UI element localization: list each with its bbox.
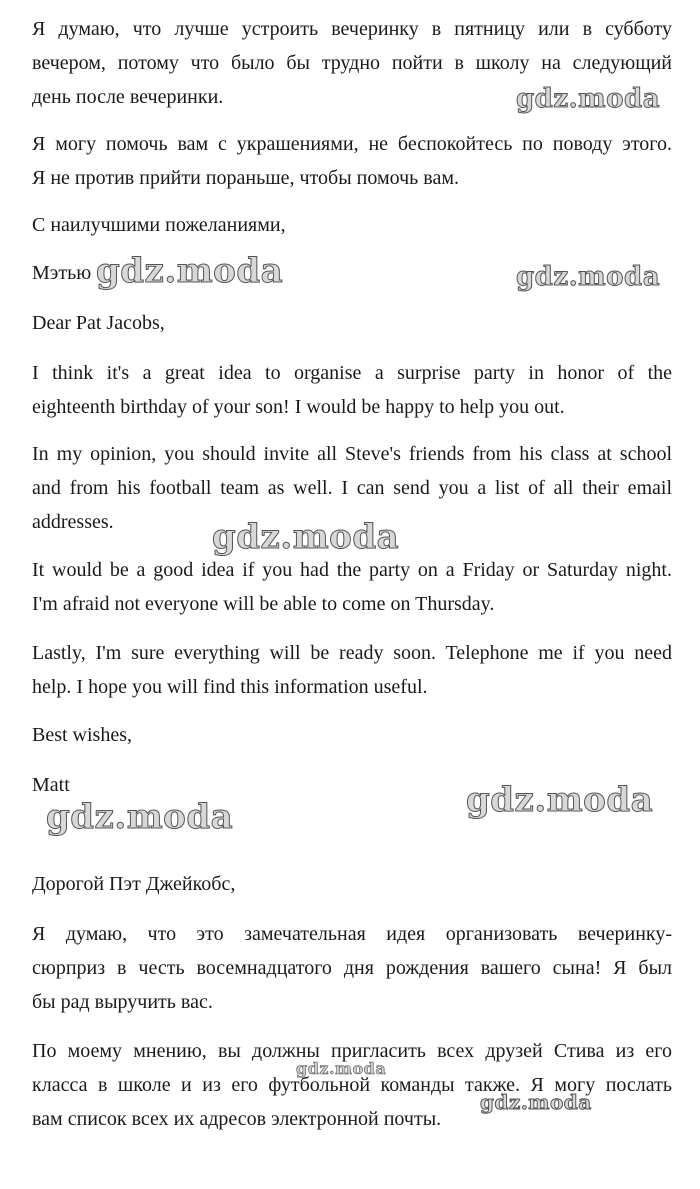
en-closing: Best wishes, <box>32 724 132 746</box>
text-line: help. I hope you will find this information useful. <box>32 676 428 698</box>
en-paragraph-4 <box>32 636 672 704</box>
text-line: addresses. <box>32 511 114 533</box>
text-line: сюрприз в честь восемнадцатого дня рождения вашего сына! Я был <box>32 957 672 979</box>
watermark-logo: gdz.moda <box>46 797 234 837</box>
text-line: Я не против прийти пораньше, чтобы помочь вам. <box>32 167 459 189</box>
watermark-logo: gdz.moda <box>516 84 661 114</box>
text-line: Lastly, I'm sure everything will be ready soon. Telephone me if you need <box>32 642 672 664</box>
watermark-logo: gdz.moda <box>96 251 284 291</box>
ru-paragraph-4 <box>32 1034 672 1136</box>
text-line: It would be a good idea if you had the party on a Friday or Saturday night. <box>32 559 672 581</box>
watermark-logo: gdz.moda <box>516 262 661 292</box>
en-signature: Matt <box>32 774 70 796</box>
text-line: and from his football team as well. I can send you a list of all their email <box>32 477 672 499</box>
ru-closing: С наилучшими пожеланиями, <box>32 214 286 236</box>
text-line: день после вечеринки. <box>32 86 224 108</box>
watermark-logo: gdz.moda <box>212 517 400 557</box>
text-line: In my opinion, you should invite all Steve's friends from his class at school <box>32 443 672 465</box>
en-paragraph-1 <box>32 356 672 424</box>
text-line: Я думаю, что лучше устроить вечеринку в пятницу или в субботу <box>32 18 672 40</box>
text-line: I'm afraid not everyone will be able to come on Thursday. <box>32 593 495 615</box>
text-line: класса в школе и из его футбольной команды также. Я могу послать <box>32 1074 672 1096</box>
text-line: вам список всех их адресов электронной почты. <box>32 1108 442 1130</box>
ru-signature: Мэтью <box>32 262 92 284</box>
en-paragraph-3 <box>32 553 672 621</box>
en-greeting: Dear Pat Jacobs, <box>32 312 165 334</box>
text-line: I think it's a great idea to organise a surprise party in honor of the <box>32 362 672 384</box>
text-line: бы рад выручить вас. <box>32 991 213 1013</box>
ru-paragraph-3 <box>32 917 672 1019</box>
watermark-logo: gdz.moda <box>466 780 654 820</box>
watermark-logo: gdz.moda <box>480 1090 592 1114</box>
en-paragraph-2 <box>32 437 672 539</box>
ru-paragraph-1 <box>32 12 672 114</box>
text-line: Я могу помочь вам с украшениями, не беспокойтесь по поводу этого. <box>32 133 672 155</box>
text-line: По моему мнению, вы должны пригласить всех друзей Стива из его <box>32 1040 672 1062</box>
text-line: eighteenth birthday of your son! I would be happy to help you out. <box>32 396 565 418</box>
text-line: вечером, потому что было бы трудно пойти в школу на следующий <box>32 52 672 74</box>
text-line: Я думаю, что это замечательная идея организовать вечеринку- <box>32 923 672 945</box>
watermark-logo: gdz.moda <box>296 1059 387 1078</box>
ru-paragraph-2 <box>32 127 672 195</box>
ru-greeting: Дорогой Пэт Джейкобс, <box>32 873 236 895</box>
